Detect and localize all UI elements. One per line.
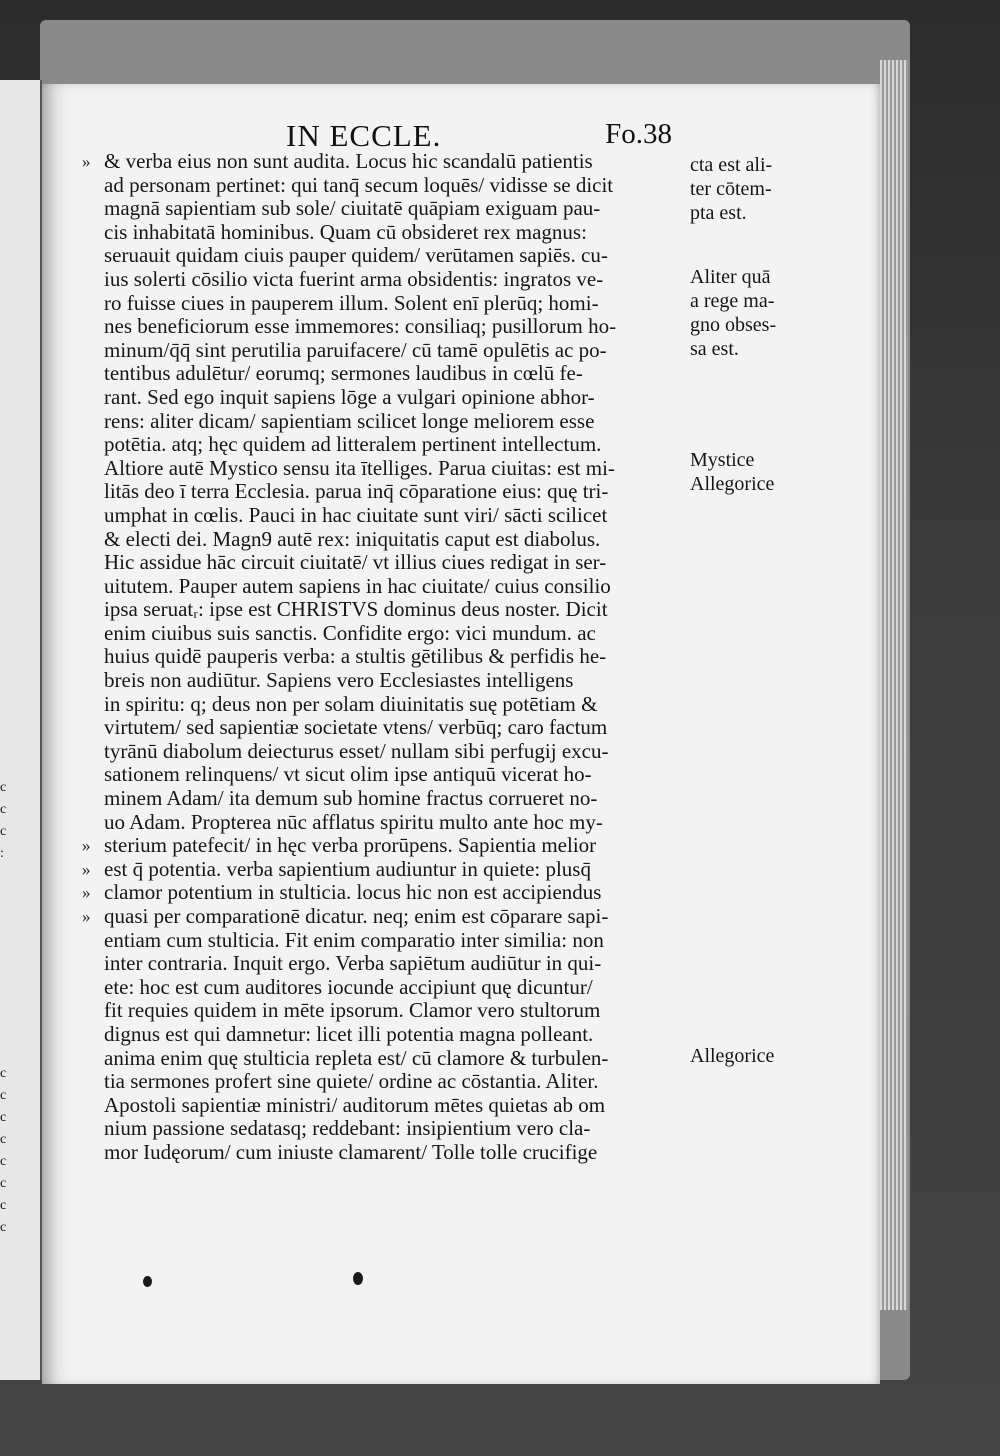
edge-mark: c (0, 1154, 7, 1169)
text-line (82, 834, 682, 858)
line-text: potētia. atq; hęc quidem ad litteralem pertinent intellectum. (104, 432, 602, 457)
text-line (82, 504, 682, 528)
edge-mark (0, 1022, 14, 1044)
line-text: in spiritu: q; deus non per solam diuinitatis suę potētiam & (104, 691, 598, 716)
text-line (82, 1023, 682, 1047)
text-line (82, 881, 682, 905)
text-line (82, 339, 682, 363)
line-text: sationem relinquens/ vt sicut olim ipse antiquū vicerat ho- (104, 762, 592, 787)
line-text: clamor potentium in stulticia. locus hic non est accipiendus (104, 880, 602, 905)
margin-note-line: gno obses- (690, 314, 777, 336)
line-text: virtutem/ sed sapientiæ societate vtens/ verbūq; caro factum (104, 715, 608, 740)
text-line (82, 1070, 682, 1094)
quotation-mark: » (82, 836, 91, 856)
text-line (82, 315, 682, 339)
edge-mark (0, 934, 14, 956)
line-text: inter contraria. Inquit ergo. Verba sapiētum audiūtur in qui- (104, 951, 602, 976)
text-line (82, 362, 682, 386)
edge-mark: c (0, 802, 7, 817)
text-line (82, 1047, 682, 1071)
text-line (82, 410, 682, 434)
text-line (82, 551, 682, 575)
margin-note (690, 265, 810, 361)
line-text: minum/q̄q̄ sint perutilia paruifacere/ cū tamē opulētis ac po- (104, 337, 607, 362)
margin-note-line: Allegorice (690, 1045, 775, 1067)
text-line (82, 693, 682, 717)
edge-mark (0, 978, 14, 1000)
text-line (82, 197, 682, 221)
margin-note-line: sa est. (690, 338, 739, 360)
text-line (82, 645, 682, 669)
line-text: litās deo ī terra Ecclesia. parua inq̄ cōparatione eius: quę tri- (104, 479, 609, 504)
line-text: dignus est qui damnetur: licet illi potentia magna polleant. (104, 1021, 594, 1046)
margin-note (690, 448, 810, 496)
binding-hole (143, 1276, 152, 1287)
line-text: minem Adam/ ita demum sub homine fractus corrueret no- (104, 786, 598, 811)
edge-mark (0, 956, 14, 978)
margin-note-line: ter cōtem- (690, 178, 772, 200)
edge-mark (0, 868, 14, 890)
text-line (82, 457, 682, 481)
text-line (82, 268, 682, 292)
text-line (82, 598, 682, 622)
text-line (82, 716, 682, 740)
text-line (82, 999, 682, 1023)
line-text: rant. Sed ego inquit sapiens lōge a vulgari opinione abhor- (104, 384, 595, 409)
text-line (82, 929, 682, 953)
margin-note-line: cta est ali- (690, 154, 773, 176)
line-text: cis inhabitatā hominibus. Quam cū obsideret rex magnus: (104, 219, 587, 244)
margin-note-line: Mystice (690, 449, 755, 471)
line-text: breis non audiūtur. Sapiens vero Ecclesiastes intelligens (104, 668, 574, 693)
line-text: ad personam pertinet: qui tanq̄ secum loquēs/ vidisse se dicit (104, 172, 614, 197)
line-text: umphat in cœlis. Pauci in hac ciuitate sunt viri/ sācti scilicet (104, 502, 608, 527)
line-text: ius solerti cōsilio victa fuerint arma obsidentis: ingratos ve- (104, 266, 604, 291)
text-line (82, 386, 682, 410)
line-text: ete: hoc est cum auditores iocunde accipiunt quę dicuntur/ (104, 974, 593, 999)
text-line (82, 150, 682, 174)
line-text: rens: aliter dicam/ sapientiam scilicet longe meliorem esse (104, 408, 595, 433)
line-text: tia sermones profert sine quiete/ ordine ac cōstantia. Aliter. (104, 1069, 599, 1094)
text-line (82, 905, 682, 929)
line-text: huius quidē pauperis verba: a stultis gētilibus & perfidis he- (104, 644, 607, 669)
line-text: ro fuisse ciues in pauperem illum. Solent enī plerūq; homi- (104, 290, 599, 315)
text-line (82, 952, 682, 976)
line-text: tyrānū diabolum deiecturus esset/ nullam sibi perfugij excu- (104, 738, 609, 763)
page-edges (880, 60, 908, 1310)
binding-hole (353, 1272, 363, 1285)
edge-mark: c (0, 1132, 7, 1147)
line-text: nes beneficiorum esse immemores: consiliaq; pusillorum ho- (104, 314, 617, 339)
line-text: tentibus adulētur/ eorumq; sermones laudibus in cœlū fe- (104, 361, 583, 386)
line-text: Altiore autē Mystico sensu ita ītelliges. Parua ciuitas: est mi- (104, 455, 615, 480)
main-text-block (82, 150, 682, 1165)
text-line (82, 292, 682, 316)
text-line (82, 174, 682, 198)
text-line (82, 976, 682, 1000)
text-line (82, 669, 682, 693)
text-line (82, 244, 682, 268)
line-text: anima enim quę stulticia repleta est/ cū clamore & turbulen- (104, 1045, 609, 1070)
quotation-mark: » (82, 859, 91, 879)
text-line (82, 221, 682, 245)
text-line (82, 740, 682, 764)
text-line (82, 1094, 682, 1118)
line-text: ipsa seruatᵣ: ipse est CHRISTVS dominus deus noster. Dicit (104, 597, 608, 622)
text-line (82, 811, 682, 835)
facing-page-edge (0, 80, 42, 1380)
edge-mark (0, 912, 14, 934)
line-text: quasi per comparationē dicatur. neq; enim est cōparare sapi- (104, 904, 609, 928)
line-text: nium passione sedatasq; reddebant: insipientium vero cla- (104, 1116, 591, 1141)
margin-note-line: Aliter quā (690, 266, 771, 288)
edge-mark: c (0, 1110, 7, 1125)
edge-mark: c (0, 824, 7, 839)
quotation-mark: » (82, 152, 91, 171)
edge-mark: c (0, 1066, 7, 1081)
quotation-mark: » (82, 883, 91, 903)
facing-page-letters (0, 780, 14, 1242)
folio-number: Fo.38 (605, 118, 672, 150)
quotation-mark: » (82, 907, 91, 926)
line-text: & verba eius non sunt audita. Locus hic scandalū patientis (104, 149, 593, 173)
edge-mark: c (0, 1176, 7, 1191)
line-text: magnā sapientiam sub sole/ ciuitatē quāpiam exiguam pau- (104, 196, 601, 221)
edge-mark (0, 1044, 14, 1066)
edge-mark: c (0, 1220, 7, 1235)
edge-mark: : (0, 846, 4, 861)
margin-note-line: Allegorice (690, 473, 775, 495)
line-text: uitutem. Pauper autem sapiens in hac ciuitate/ cuius consilio (104, 573, 611, 598)
line-text: fit requies quidem in mēte ipsorum. Clamor vero stultorum (104, 998, 601, 1023)
edge-mark (0, 890, 14, 912)
edge-mark: c (0, 1088, 7, 1103)
running-title: IN ECCLE. (286, 118, 442, 153)
edge-mark (0, 1000, 14, 1022)
text-line (82, 433, 682, 457)
line-text: & electi dei. Magn9 autē rex: iniquitatis caput est diabolus. (104, 526, 601, 551)
text-line (82, 480, 682, 504)
line-text: Apostoli sapientiæ ministri/ auditorum mētes quietas ab om (104, 1092, 606, 1117)
line-text: sterium patefecit/ in hęc verba prorūpens. Sapientia melior (104, 833, 597, 858)
edge-mark: c (0, 780, 7, 795)
margin-note-line: pta est. (690, 202, 747, 224)
line-text: uo Adam. Propterea nūc afflatus spiritu multo ante hoc my- (104, 809, 603, 834)
text-line (82, 858, 682, 882)
margin-note-line: a rege ma- (690, 290, 775, 312)
margin-note (690, 1044, 810, 1068)
margin-note (690, 153, 810, 225)
line-text: entiam cum stulticia. Fit enim comparatio inter similia: non (104, 927, 604, 952)
line-text: enim ciuibus suis sanctis. Confidite ergo: vici mundum. ac (104, 620, 596, 645)
text-line (82, 1117, 682, 1141)
text-line (82, 787, 682, 811)
text-line (82, 622, 682, 646)
text-line (82, 575, 682, 599)
text-line (82, 1141, 682, 1165)
line-text: est q̄ potentia. verba sapientium audiuntur in quiete: plusq̄ (104, 856, 591, 881)
edge-mark: c (0, 1198, 7, 1213)
line-text: mor Iudęorum/ cum iniuste clamarent/ Tolle tolle crucifige (104, 1139, 598, 1164)
text-line (82, 763, 682, 787)
line-text: Hic assidue hāc circuit ciuitatē/ vt illius ciues redigat in ser- (104, 550, 607, 575)
text-line (82, 528, 682, 552)
line-text: seruauit quidam ciuis pauper quidem/ verūtamen sapiēs. cu- (104, 243, 608, 268)
